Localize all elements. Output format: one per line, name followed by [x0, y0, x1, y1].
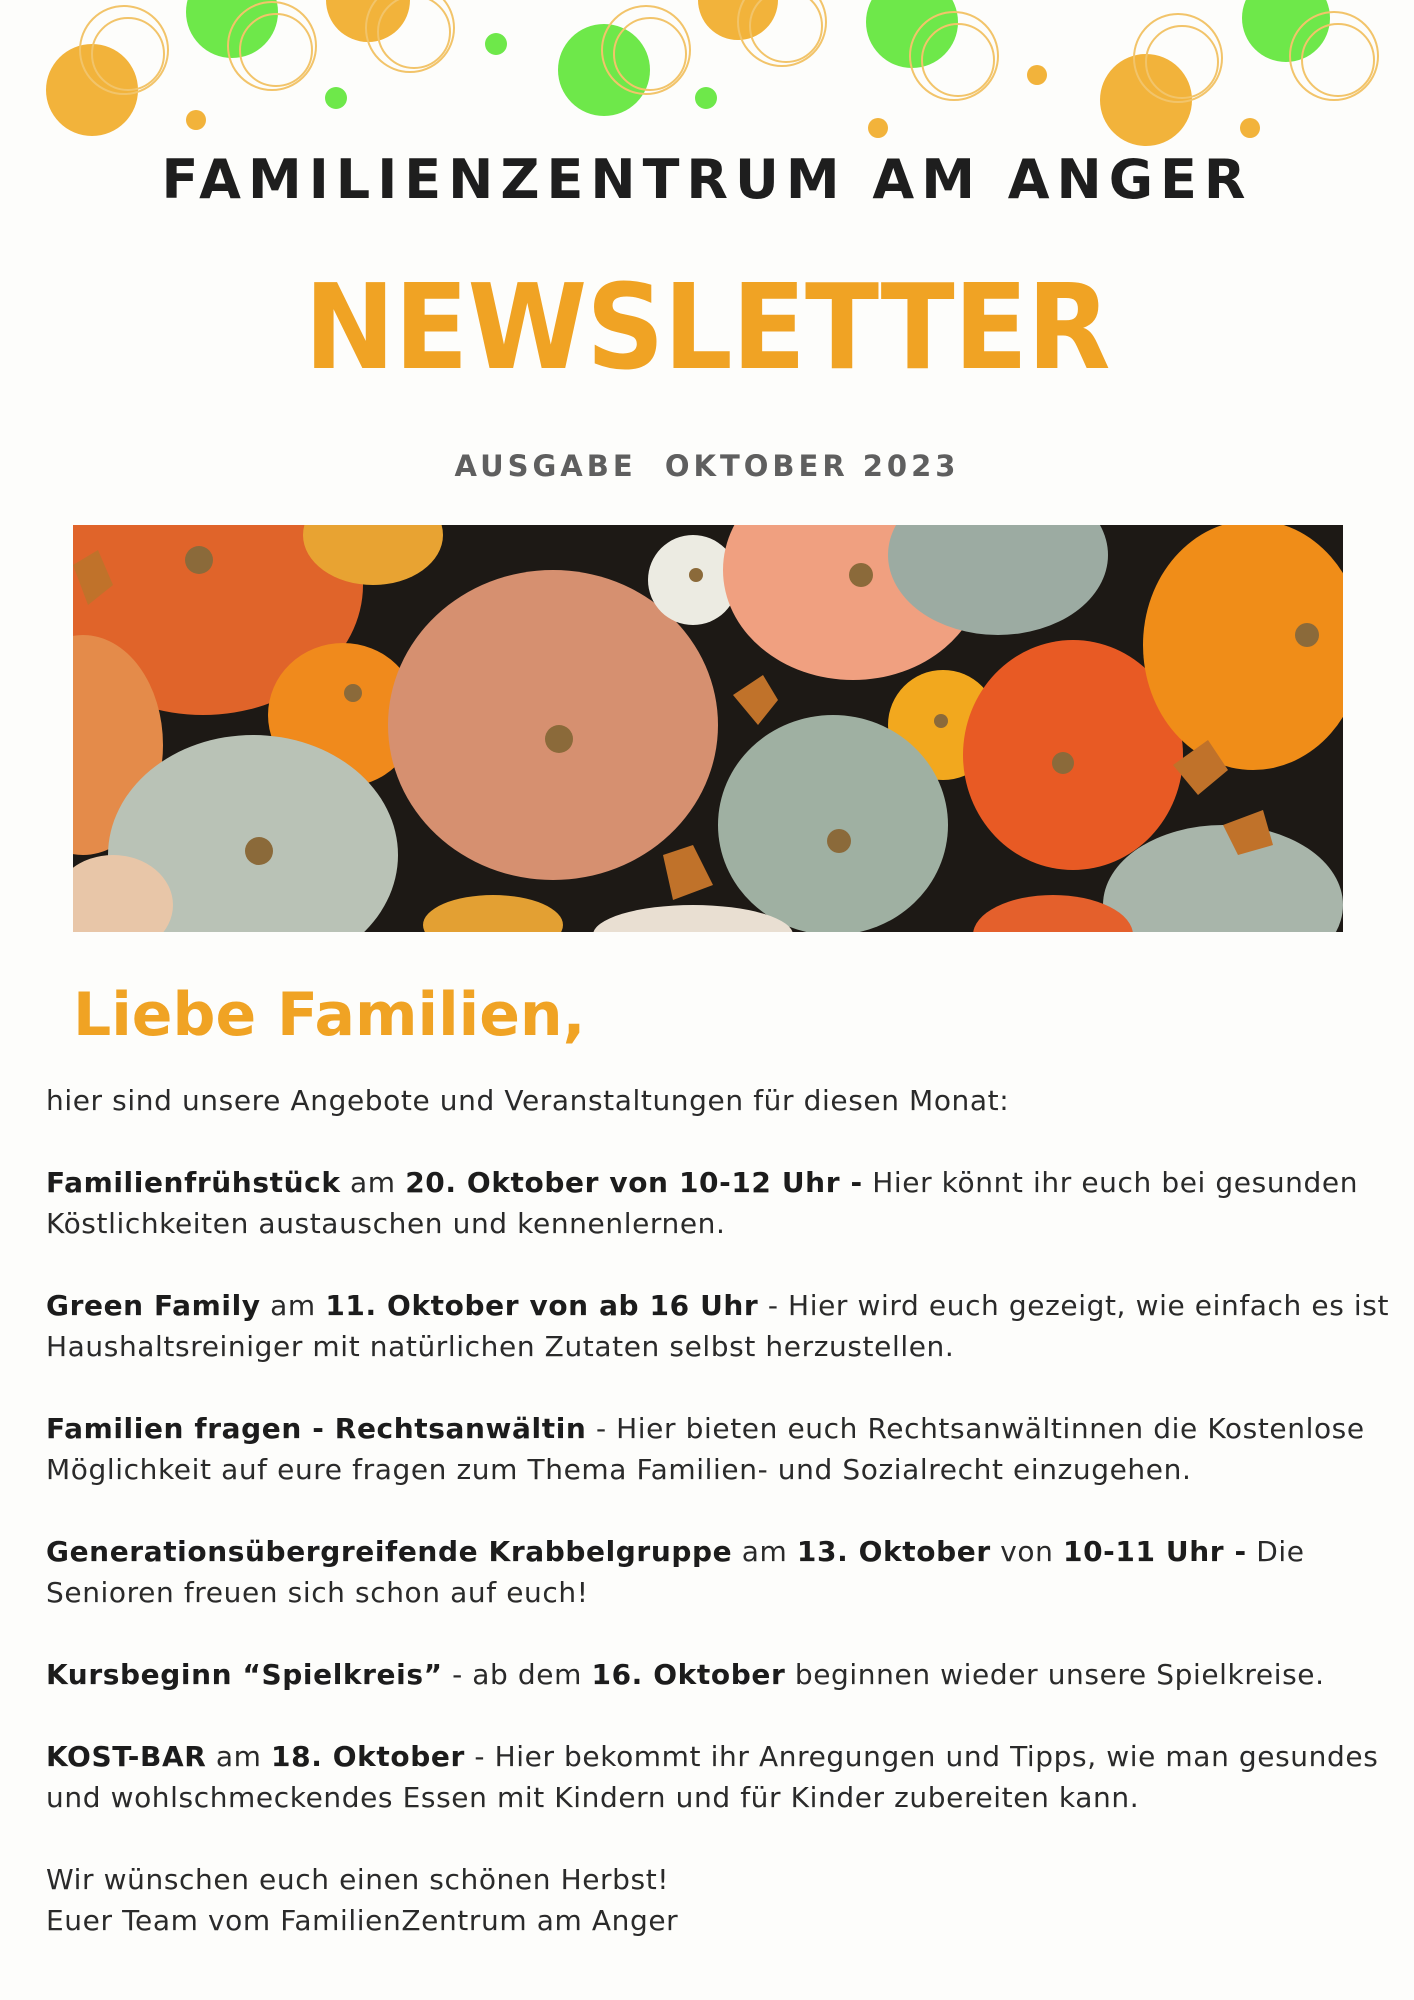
signature-line: Euer Team vom FamilienZentrum am Anger: [46, 1904, 679, 1937]
greeting-heading: Liebe Familien,: [73, 980, 586, 1050]
event-name: Kursbeginn “Spielkreis”: [46, 1658, 443, 1691]
event-description: Die Senioren freuen sich schon auf euch!: [46, 1535, 1305, 1609]
event-connector: am: [206, 1740, 272, 1773]
event-connector: am: [732, 1535, 797, 1568]
event-connector: - ab dem: [442, 1658, 592, 1691]
event-date: 13. Oktober: [796, 1535, 991, 1568]
event-name: Familien fragen - Rechtsanwältin: [46, 1412, 587, 1445]
event-connector: am: [260, 1289, 326, 1322]
event-item: [46, 1285, 1396, 1367]
event-item: [46, 1162, 1396, 1244]
organization-name: FAMILIENZENTRUM AM ANGER: [161, 148, 1253, 211]
event-description: - Hier bieten euch Rechtsanwältinnen die Kostenlose Möglichkeit auf eure fragen zum Thema Familien- und Sozialrecht einzugehen.: [46, 1412, 1365, 1486]
event-description: - Hier wird euch gezeigt, wie einfach es ist Haushaltsreiniger mit natürlichen Zutaten selbst herzustellen.: [46, 1289, 1390, 1363]
event-date: 20. Oktober von 10-12 Uhr -: [405, 1166, 863, 1199]
closing-line: Wir wünschen euch einen schönen Herbst!: [46, 1863, 670, 1896]
issue-label: AUSGABE OKTOBER 2023: [454, 449, 960, 483]
intro-text: hier sind unsere Angebote und Veranstaltungen für diesen Monat:: [46, 1084, 1010, 1117]
event-description: - Hier bekommt ihr Anregungen und Tipps, wie man gesundes und wohlschmeckendes Essen mit Kindern und für Kinder zubereiten kann.: [46, 1740, 1379, 1814]
event-item: [46, 1408, 1396, 1490]
event-item: [46, 1736, 1396, 1818]
event-name: Familienfrühstück: [46, 1166, 341, 1199]
newsletter-body: [46, 1080, 1396, 1941]
decorative-circles: [0, 0, 1414, 160]
event-name: Green Family: [46, 1289, 261, 1322]
event-date: 11. Oktober von ab 16 Uhr: [325, 1289, 759, 1322]
event-connector: von: [990, 1535, 1063, 1568]
event-name: KOST-BAR: [46, 1740, 207, 1773]
event-time: 10-11 Uhr -: [1063, 1535, 1247, 1568]
newsletter-title: NEWSLETTER: [304, 258, 1110, 396]
event-description: beginnen wieder unsere Spielkreise.: [785, 1658, 1325, 1691]
event-description: Hier könnt ihr euch bei gesunden Köstlichkeiten austauschen und kennenlernen.: [46, 1166, 1359, 1240]
event-date: 18. Oktober: [271, 1740, 465, 1773]
event-name: Generationsübergreifende Krabbelgruppe: [46, 1535, 733, 1568]
event-date: 16. Oktober: [591, 1658, 786, 1691]
event-connector: am: [340, 1166, 406, 1199]
pumpkins-photo: [73, 525, 1343, 932]
event-item: [46, 1654, 1396, 1695]
event-item: [46, 1531, 1396, 1613]
